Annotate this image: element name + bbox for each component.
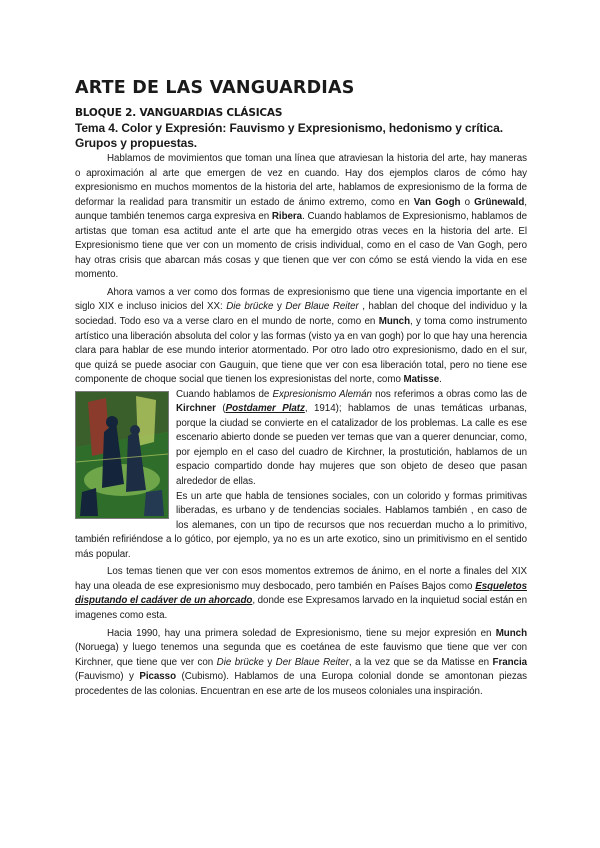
topic-heading: Tema 4. Color y Expresión: Fauvismo y Expresionismo, hedonismo y crítica. Grupos y propuestas.	[75, 121, 503, 150]
paragraph-6: Hacia 1990, hay una primera soledad de Expresionismo, tiene su mejor expresión en Munch (Noruega) y luego tenemos una segunda que es coetánea de este fauvismo que tiene que ver con Kirchner, que tiene que ver con Die brücke y Der Blaue Reiter, a la vez que se da Matisse en Francia (Fauvismo) y Picasso (Cubismo). Hablamos de una Europa colonial donde se amontonan piezas procedentes de las colonias. Encuentran en ese arte de los museos coloniales una inspiración.	[75, 627, 528, 697]
artwork-section	[75, 388, 527, 563]
paragraph-2: Ahora vamos a ver como dos formas de expresionismo que tiene una vigencia importante en el siglo XIX e incluso inicios del XX: Die brücke y Der Blaue Reiter , hablan del choque del individuo y la sociedad. Todo eso va a verse claro en el mundo de norte, como en Munch, y toma como instrumento artístico una liberación absoluta del color y las formas (visto ya en van gogh) por lo que hay una herencia clara para hablar de ese mundo interior atormentado. Por otro lado otro expresionismo, dado en el sur, que quizá se puede asociar con Gauguin, que tiene que ver con esa liberación total, pero no tiene ese componente de choque social que tienen los expresionistas del norte, como Matisse.	[75, 286, 528, 386]
document-page	[75, 78, 527, 699]
potsdamer-platz-painting-icon	[75, 391, 169, 519]
paragraph-3: Cuando hablamos de Expresionismo Alemán nos referimos a obras como las de Kirchner (Postdamer Platz, 1914); hablamos de unas temáticas urbanas, porque la ciudad se convierte en el catalizador de los problemas. La calle es ese escenario abierto donde se pueden ver temas que van a querer denunciar, como, por ejemplo en el caso del cuadro de Kirchner, la prostutición, hablamos de un espacio compartido donde hay mujeres que son objeto de deseo que pasan alrededor de ellas.	[176, 388, 527, 488]
paragraph-4: Es un arte que habla de tensiones sociales, con un colorido y formas primitivas liberadas, es urbano y de tendencias sociales. Hablamos también , en caso de los alemanes, con un tipo de recursos que nos recuerdan mucho a lo primitivo, también refiriéndose a lo gótico, por ejemplo, ya no es un arte exotico, sino un primitivismo en el sentido más popular.	[75, 490, 527, 560]
paragraph-1: Hablamos de movimientos que toman una línea que atraviesan la historia del arte, hay maneras o aproximación al arte que emergen de vez en cuando. Hay dos ejemplos claros de cómo hay expresionismo en muchos momentos de la historia del arte, hablamos de expresionismo de la forma de deformar la realidad para transmitir un estado de ánimo extremo, como en Van Gogh o Grünewald, aunque también tenemos carga expresiva en Ribera. Cuando hablamos de Expresionismo, hablamos de artistas que toman esa actitud ante el arte que ha emergido otras veces en la historia del arte. El Expresionismo tiene que ver con un momento de crisis individual, como en el caso de Van Gogh, pero hay otras crisis que abarcan más cosas y que tienen que ver con cómo se está viendo la vida en ese momento.	[75, 153, 528, 281]
paragraph-5: Los temas tienen que ver con esos momentos extremos de ánimo, en el norte a finales del XIX hay una oleada de ese expresionismo muy desbocado, pero también en Países Bajos como Esqueletos disputando el cadáver de un ahorcado, donde ese Expresamos larvado en la inquietud social están en imagenes como esta.	[75, 566, 527, 621]
block-heading: BLOQUE 2. VANGUARDIAS CLÁSICAS	[75, 107, 283, 119]
document-title: ARTE DE LAS VANGUARDIAS	[75, 78, 355, 98]
